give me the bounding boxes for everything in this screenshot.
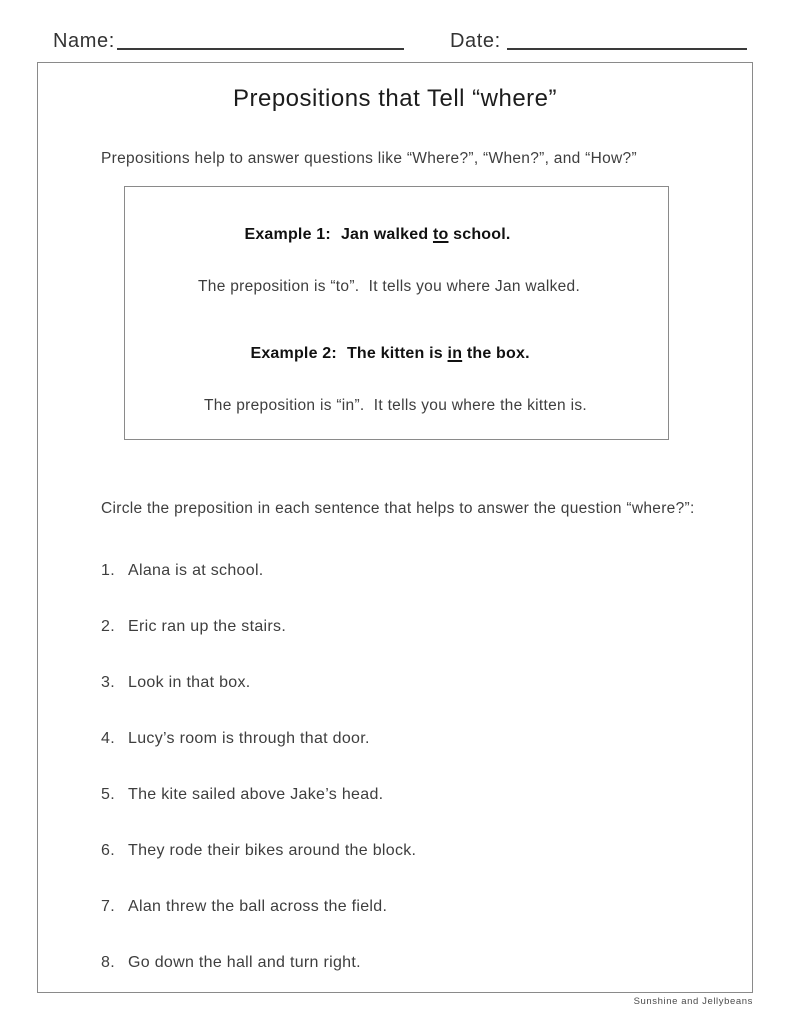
example-2-label: Example 2: [250, 345, 337, 362]
example-2-heading [204, 327, 658, 381]
sentence-text: Alana is at school. [128, 562, 264, 579]
example-1-block [198, 208, 658, 296]
example-1-sentence-prefix: Jan walked [340, 226, 433, 243]
sentence-row-7 [101, 898, 752, 916]
sentence-number: 1. [101, 562, 115, 579]
example-2-sentence-suffix: the box. [462, 345, 530, 362]
sentence-row-4 [101, 730, 752, 748]
sentence-number: 6. [101, 842, 115, 859]
instructions-text: Circle the preposition in each sentence that helps to answer the question “where?”: [101, 500, 695, 517]
example-1-explanation: The preposition is “to”. It tells you where Jan walked. [198, 278, 581, 295]
sentence-number: 4. [101, 730, 115, 747]
sentence-text: Look in that box. [128, 674, 251, 691]
example-1-sentence-suffix: school. [448, 226, 511, 243]
date-blank-line[interactable] [507, 24, 747, 50]
sentence-row-6 [101, 842, 752, 860]
sentence-text: Eric ran up the stairs. [128, 618, 287, 635]
header-row [0, 24, 791, 56]
sentence-text: The kite sailed above Jake’s head. [128, 786, 384, 803]
sentence-number: 3. [101, 674, 115, 691]
sentence-text: They rode their bikes around the block. [128, 842, 417, 859]
sentence-row-5 [101, 786, 752, 804]
sentence-row-2 [101, 618, 752, 636]
sentence-number: 2. [101, 618, 115, 635]
page-title: Prepositions that Tell “where” [232, 85, 558, 112]
example-2-sentence-prefix: The kitten is [346, 345, 448, 362]
example-1-label: Example 1: [244, 226, 331, 243]
footer-credit: Sunshine and Jellybeans [633, 996, 753, 1007]
example-2-explanation: The preposition is “in”. It tells you where the kitten is. [204, 397, 587, 414]
example-1-heading [198, 208, 658, 262]
example-2-preposition: in [447, 345, 463, 362]
example-2-block [204, 327, 658, 415]
name-label: Name: [53, 30, 115, 52]
sentence-text: Go down the hall and turn right. [128, 954, 361, 971]
date-label: Date: [450, 30, 501, 52]
sentence-number: 8. [101, 954, 115, 971]
sentence-number: 5. [101, 786, 115, 803]
name-blank-line[interactable] [117, 24, 404, 50]
sentence-row-1 [101, 562, 752, 580]
sentence-row-8 [101, 954, 752, 972]
worksheet-border-box [37, 62, 753, 993]
sentence-text: Lucy’s room is through that door. [128, 730, 370, 747]
intro-text: Prepositions help to answer questions like “Where?”, “When?”, and “How?” [101, 150, 637, 167]
sentence-text: Alan threw the ball across the field. [128, 898, 388, 915]
example-1-preposition: to [432, 226, 449, 243]
example-box [124, 186, 669, 440]
sentence-number: 7. [101, 898, 115, 915]
sentence-row-3 [101, 674, 752, 692]
sentence-list [101, 562, 752, 972]
